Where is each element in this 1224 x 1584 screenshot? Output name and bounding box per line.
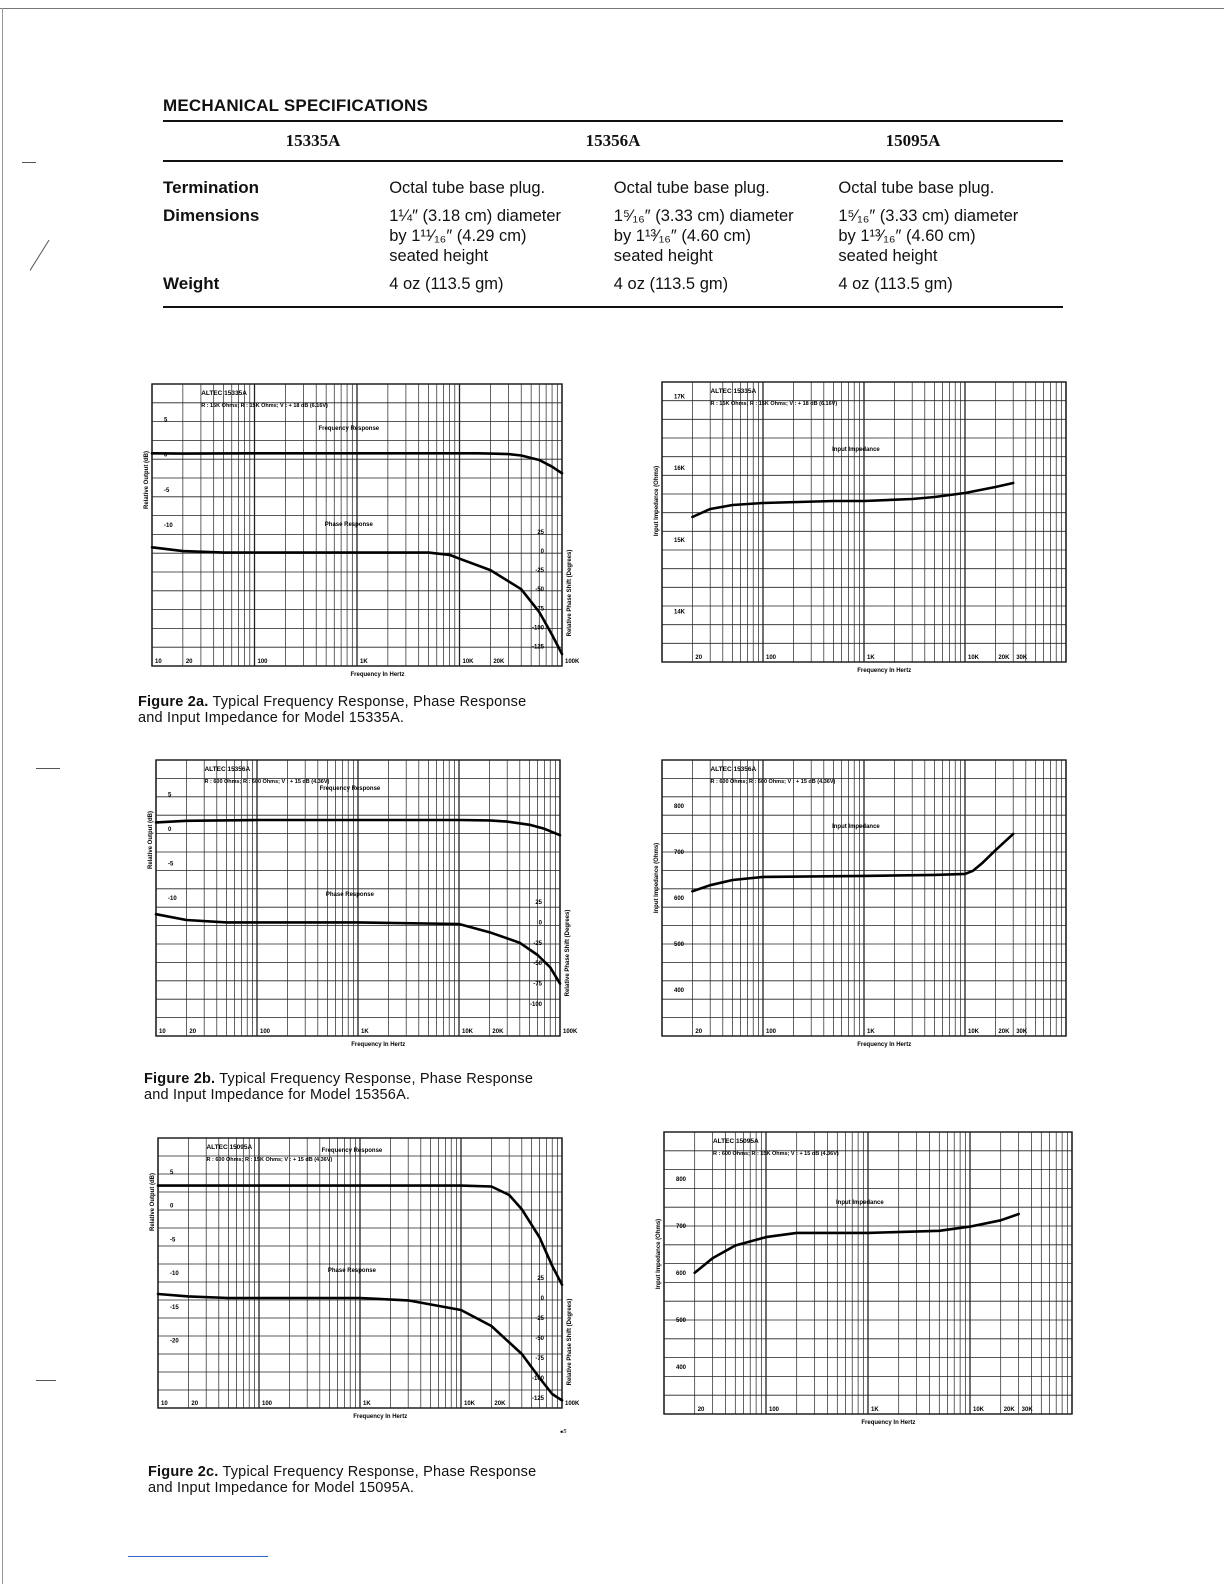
figure-2c-caption: [148, 1464, 608, 1496]
y2-tick-label: -75: [535, 1356, 544, 1362]
y2-tick-label: -25: [535, 1316, 544, 1322]
y2-tick-label: -50: [535, 1336, 544, 1342]
x-tick-label: 30K: [1016, 1029, 1028, 1035]
dimension-line: 1⁵⁄₁₆″ (3.33 cm) diameter: [613, 207, 794, 225]
chart-conditions-label: R : 15K Ohms; R : 15K Ohms; V : + 18 dB (6.16V): [201, 403, 328, 409]
section-title: MECHANICAL SPECIFICATIONS: [163, 96, 429, 115]
x-tick-label: 100K: [565, 1401, 580, 1407]
x-tick-label: 1K: [360, 659, 368, 665]
y-tick-label: 700: [676, 1224, 687, 1230]
x-tick-label: 1K: [871, 1407, 879, 1413]
x-tick-label: 1K: [867, 655, 875, 661]
y2-tick-label: -100: [531, 1376, 544, 1382]
x-tick-label: 20: [189, 1029, 197, 1035]
model-header: 15335A: [285, 131, 341, 150]
x-tick-label: 100: [262, 1401, 273, 1407]
x-tick-label: 20K: [1003, 1407, 1015, 1413]
caption-text: and Input Impedance for Model 15356A.: [144, 1087, 411, 1103]
bottom-rule: [128, 1556, 268, 1557]
y2-tick-label: -50: [535, 587, 544, 594]
series-label: Phase Response: [327, 1268, 376, 1274]
x-axis-label: Frequency In Hertz: [857, 1042, 912, 1048]
y2-tick-label: 0: [540, 549, 544, 556]
row-label: Weight: [163, 274, 220, 293]
y2-axis-label: Relative Phase Shift (Degrees): [567, 1298, 573, 1386]
figure-2b-caption: [144, 1071, 604, 1103]
figure-2a-response-chart: [140, 378, 580, 694]
y-axis-label: Input Impedance (Ohms): [654, 465, 660, 537]
table-row: [163, 266, 1063, 306]
x-tick-label: 100: [260, 1029, 271, 1035]
series-label: Phase Response: [324, 522, 373, 528]
y-tick-label: 16K: [674, 466, 686, 473]
caption-label: Figure 2b.: [144, 1071, 216, 1087]
x-tick-label: 20: [695, 1029, 703, 1035]
dimension-line: seated height: [613, 247, 713, 265]
y2-axis-label: Relative Phase Shift (Degrees): [567, 549, 573, 637]
y-axis-label: Input Impedance (Ohms): [656, 1218, 662, 1290]
x-tick-label: 10: [161, 1401, 168, 1407]
y2-tick-label: -100: [529, 1002, 542, 1008]
caption-text: Typical Frequency Response, Phase Response: [222, 1464, 537, 1480]
y2-tick-label: 25: [537, 1276, 544, 1282]
x-axis-label: Frequency In Hertz: [353, 1414, 408, 1420]
caption-label: Figure 2c.: [148, 1464, 219, 1480]
x-tick-label: 20: [191, 1401, 199, 1407]
y2-tick-label: -25: [535, 568, 544, 575]
y2-tick-label: -100: [531, 625, 544, 632]
caption-text: Typical Frequency Response, Phase Response: [219, 1071, 534, 1087]
dimension-line: by 1¹³⁄₁₆″ (4.60 cm): [613, 227, 752, 245]
dimension-line: 1⁵⁄₁₆″ (3.33 cm) diameter: [838, 207, 1019, 225]
y-axis-label: Relative Output (dB): [150, 1173, 156, 1231]
termination-value: Octal tube base plug.: [389, 179, 546, 197]
y-tick-label: -15: [170, 1304, 179, 1311]
y2-tick-label: -125: [531, 1396, 544, 1402]
dimension-line: 1¼″ (3.18 cm) diameter: [389, 207, 562, 225]
series-label: Input Impedance: [836, 1200, 884, 1206]
figure-2a-caption: [138, 694, 598, 726]
y-tick-label: 500: [674, 942, 685, 948]
y-axis-label: Input Impedance (Ohms): [654, 842, 660, 914]
y2-tick-label: -75: [535, 606, 544, 613]
x-axis-label: Frequency In Hertz: [857, 668, 912, 674]
chart-svg: [648, 378, 1076, 702]
x-tick-label: 30K: [1021, 1407, 1033, 1413]
page-top-rule: [0, 8, 1224, 9]
dimension-line: by 1¹¹⁄₁₆″ (4.29 cm): [389, 227, 527, 245]
dimensions-value: [389, 198, 614, 266]
y-tick-label: -5: [170, 1237, 176, 1244]
x-tick-label: 10: [155, 659, 162, 665]
margin-mark: [36, 1380, 56, 1381]
y-tick-label: -10: [168, 896, 177, 902]
y-tick-label: -20: [170, 1338, 179, 1345]
chart-svg: [144, 1134, 580, 1444]
figure-2c-response-chart: [144, 1134, 580, 1444]
termination-value: Octal tube base plug.: [613, 179, 770, 197]
y-tick-label: 17K: [674, 394, 686, 401]
x-tick-label: 10K: [462, 659, 474, 665]
x-tick-label: 10: [159, 1029, 166, 1035]
y-tick-label: 800: [674, 804, 685, 810]
x-tick-label: 10K: [973, 1407, 985, 1413]
x-axis-label: Frequency In Hertz: [861, 1420, 916, 1426]
chart-svg: [650, 1128, 1078, 1452]
x-tick-label: 10K: [462, 1029, 474, 1035]
x-tick-label: 10K: [968, 655, 980, 661]
y-tick-label: 500: [676, 1318, 687, 1324]
model-header: 15095A: [885, 131, 941, 150]
dimensions-value: [838, 198, 1063, 266]
weight-value: 4 oz (113.5 gm): [389, 275, 504, 293]
y-tick-label: -5: [164, 487, 170, 494]
x-tick-label: 100: [769, 1407, 780, 1413]
weight-value: 4 oz (113.5 gm): [838, 275, 953, 293]
x-tick-label: 100: [766, 1029, 777, 1035]
chart-svg: [140, 756, 578, 1072]
y-tick-label: 600: [674, 896, 685, 902]
row-label: Termination: [163, 178, 260, 197]
dimensions-value: [614, 198, 839, 266]
y2-tick-label: 0: [538, 920, 542, 927]
series-label: Phase Response: [325, 892, 374, 898]
chart-conditions-label: R : 600 Ohms; R : 15K Ohms; V : + 15 dB (4.36V): [712, 1151, 839, 1157]
termination-value: Octal tube base plug.: [838, 179, 995, 197]
chart-model-label: ALTEC 15095A: [712, 1138, 759, 1145]
y2-tick-label: 25: [535, 900, 542, 906]
x-tick-label: 10K: [968, 1029, 980, 1035]
y-tick-label: 400: [676, 1365, 687, 1371]
x-axis-label: Frequency In Hertz: [350, 672, 405, 678]
x-tick-label: 20: [697, 1407, 705, 1413]
y-tick-label: -10: [170, 1271, 179, 1277]
table-bottom-rule: [163, 306, 1063, 308]
y-tick-label: 800: [676, 1177, 687, 1183]
y2-tick-label: -75: [533, 981, 542, 988]
x-tick-label: 1K: [361, 1029, 369, 1035]
y-tick-label: 5: [168, 792, 172, 799]
figure-2a-impedance-chart: [648, 378, 1076, 702]
chart-svg: [140, 378, 580, 694]
x-tick-label: 100K: [563, 1029, 578, 1035]
x-tick-label: 20: [185, 659, 193, 665]
chart-conditions-label: R : 600 Ohms; R : 600 Ohms; V : + 15 dB (4.36V): [710, 779, 836, 785]
y-tick-label: 0: [170, 1203, 174, 1210]
caption-label: Figure 2a.: [138, 694, 209, 710]
mechanical-specifications: [163, 96, 1063, 308]
y2-tick-label: -50: [533, 961, 542, 968]
caption-text: and Input Impedance for Model 15335A.: [138, 710, 405, 726]
x-tick-label: 100: [766, 655, 777, 661]
dimension-line: seated height: [389, 247, 489, 265]
series-label: Frequency Response: [319, 786, 381, 792]
y-tick-label: 0: [168, 827, 172, 833]
row-label: Dimensions: [163, 206, 260, 225]
y2-tick-label: 25: [537, 530, 544, 536]
y-tick-label: 0: [164, 452, 168, 459]
x-tick-label: 1K: [867, 1029, 875, 1035]
y-tick-label: 5: [164, 417, 168, 424]
caption-text: and Input Impedance for Model 15095A.: [148, 1480, 415, 1496]
y-tick-label: 5: [170, 1169, 174, 1176]
chart-conditions-label: R : 15K Ohms; R : 15K Ohms; V : + 18 dB (6.16V): [710, 401, 838, 407]
caption-text: Typical Frequency Response, Phase Response: [212, 694, 527, 710]
y-tick-label: 600: [676, 1271, 687, 1277]
y-tick-label: -10: [164, 523, 173, 529]
page-left-rule: [2, 8, 3, 1584]
table-row: [163, 162, 1063, 198]
series-label: Frequency Response: [318, 426, 380, 432]
y2-tick-label: -25: [533, 940, 542, 947]
table-row: [163, 198, 1063, 266]
x-axis-label: Frequency In Hertz: [351, 1042, 406, 1048]
y-axis-label: Relative Output (dB): [144, 451, 150, 509]
y-axis-label: Relative Output (dB): [148, 811, 154, 869]
series-label: Input Impedance: [832, 447, 880, 453]
chart-model-label: ALTEC 15095A: [206, 1144, 253, 1151]
y2-tick-label: -125: [531, 644, 544, 651]
dimension-line: by 1¹³⁄₁₆″ (4.60 cm): [838, 227, 976, 245]
chart-svg: [648, 756, 1076, 1072]
spec-table: [163, 122, 1063, 160]
x-tick-label: 20K: [998, 1029, 1010, 1035]
margin-mark: [22, 162, 36, 163]
margin-mark: [36, 768, 60, 769]
x-tick-label: 20K: [493, 659, 505, 665]
x-tick-label: 100K: [565, 659, 580, 665]
x-tick-label: 30K: [1016, 655, 1028, 661]
x-tick-label: 20K: [492, 1029, 504, 1035]
x-tick-label: 1K: [363, 1401, 371, 1407]
chart-conditions-label: R : 600 Ohms; R : 15K Ohms; V : + 15 dB (4.36V): [206, 1157, 333, 1163]
chart-model-label: ALTEC 15335A: [710, 388, 757, 395]
y-tick-label: 14K: [674, 609, 686, 616]
y-tick-label: 15K: [674, 537, 686, 544]
figure-2c-impedance-chart: [650, 1128, 1078, 1452]
figure-2b-impedance-chart: [648, 756, 1076, 1072]
spec-body: [163, 162, 1063, 306]
chart-model-label: ALTEC 15356A: [710, 766, 757, 773]
y-tick-label: 700: [674, 850, 685, 856]
x-tick-label: 20: [695, 655, 703, 661]
y2-tick-label: 0: [540, 1296, 544, 1302]
x-tick-label: 10K: [464, 1401, 476, 1407]
weight-value: 4 oz (113.5 gm): [613, 275, 729, 293]
x-tick-label: 20K: [494, 1401, 506, 1407]
chart-model-label: ALTEC 15335A: [201, 390, 247, 397]
series-label: Input Impedance: [832, 824, 880, 830]
chart-conditions-label: R : 600 Ohms; R : 600 Ohms; V : + 15 dB (4.36V): [204, 779, 330, 785]
model-header: 15356A: [585, 131, 641, 150]
x-tick-label: 100: [257, 659, 268, 665]
y2-axis-label: Relative Phase Shift (Degrees): [565, 909, 571, 997]
y-tick-label: 400: [674, 988, 685, 994]
page-mark: •⁵: [560, 1427, 567, 1437]
y-tick-label: -5: [168, 861, 174, 868]
x-tick-label: 20K: [998, 655, 1010, 661]
series-label: Frequency Response: [321, 1148, 383, 1154]
chart-model-label: ALTEC 15356A: [204, 766, 251, 773]
figure-2b-response-chart: [140, 756, 578, 1072]
margin-mark: [30, 240, 50, 271]
dimension-line: seated height: [838, 247, 938, 265]
